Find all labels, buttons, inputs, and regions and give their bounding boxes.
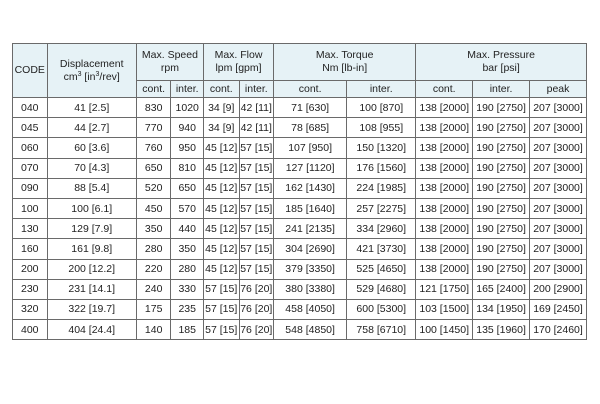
max-flow-header: Max. Flow lpm [gpm] [203, 44, 273, 81]
speed-cont-cell: 350 [136, 219, 171, 239]
speed-cont-cell: 140 [136, 320, 171, 340]
pressure-cont-cell: 138 [2000] [416, 259, 473, 279]
speed-inter-cell: 650 [171, 178, 204, 198]
flow-inter-cell: 42 [11] [239, 98, 274, 118]
table-row [13, 279, 587, 299]
speed-cont-cell: 830 [136, 98, 171, 118]
flow-cont-cell: 45 [12] [203, 259, 239, 279]
pressure-peak-cell: 207 [3000] [530, 219, 587, 239]
displacement-cell: 100 [6.1] [47, 198, 136, 218]
displacement-cell: 129 [7.9] [47, 219, 136, 239]
pressure-cont-cell: 121 [1750] [416, 279, 473, 299]
flow-inter-cell: 76 [20] [239, 279, 274, 299]
torque-inter-cell: 334 [2960] [347, 219, 416, 239]
speed-cont-cell: 280 [136, 239, 171, 259]
speed-inter-cell: 280 [171, 259, 204, 279]
displacement-cell: 44 [2.7] [47, 118, 136, 138]
pressure-cont-cell: 103 [1500] [416, 299, 473, 319]
speed-cont-cell: 760 [136, 138, 171, 158]
flow-cont-cell: 57 [15] [203, 320, 239, 340]
flow-cont-cell: 45 [12] [203, 198, 239, 218]
pressure-peak-cell: 169 [2450] [530, 299, 587, 319]
code-cell: 100 [13, 198, 48, 218]
displacement-cell: 200 [12.2] [47, 259, 136, 279]
pressure-cont-cell: 138 [2000] [416, 239, 473, 259]
flow-inter-cell: 57 [15] [239, 259, 274, 279]
speed-inter-subheader: inter. [171, 81, 204, 98]
code-cell: 160 [13, 239, 48, 259]
flow-cont-cell: 45 [12] [203, 239, 239, 259]
table-row [13, 259, 587, 279]
code-cell: 045 [13, 118, 48, 138]
flow-inter-cell: 57 [15] [239, 239, 274, 259]
torque-inter-cell: 421 [3730] [347, 239, 416, 259]
displacement-cell: 231 [14.1] [47, 279, 136, 299]
max-speed-header: Max. Speed rpm [136, 44, 203, 81]
torque-inter-cell: 529 [4680] [347, 279, 416, 299]
pressure-peak-cell: 207 [3000] [530, 98, 587, 118]
torque-cont-cell: 107 [950] [274, 138, 347, 158]
pressure-inter-cell: 165 [2400] [473, 279, 530, 299]
torque-inter-cell: 150 [1320] [347, 138, 416, 158]
torque-inter-cell: 100 [870] [347, 98, 416, 118]
header-row [13, 44, 587, 81]
flow-inter-cell: 42 [11] [239, 118, 274, 138]
displacement-cell: 70 [4.3] [47, 158, 136, 178]
displacement-cell: 404 [24.4] [47, 320, 136, 340]
code-cell: 130 [13, 219, 48, 239]
table-row [13, 118, 587, 138]
table-row [13, 138, 587, 158]
pressure-inter-cell: 190 [2750] [473, 198, 530, 218]
pressure-inter-cell: 190 [2750] [473, 98, 530, 118]
displacement-cell: 322 [19.7] [47, 299, 136, 319]
speed-cont-subheader: cont. [136, 81, 171, 98]
table-row [13, 219, 587, 239]
torque-cont-cell: 162 [1430] [274, 178, 347, 198]
code-header: CODE [13, 44, 48, 98]
pressure-peak-cell: 200 [2900] [530, 279, 587, 299]
code-cell: 090 [13, 178, 48, 198]
torque-cont-cell: 127 [1120] [274, 158, 347, 178]
pressure-peak-cell: 207 [3000] [530, 118, 587, 138]
flow-cont-cell: 57 [15] [203, 279, 239, 299]
speed-inter-cell: 940 [171, 118, 204, 138]
torque-cont-cell: 379 [3350] [274, 259, 347, 279]
displacement-header [47, 44, 136, 98]
pressure-inter-cell: 135 [1960] [473, 320, 530, 340]
pressure-peak-cell: 170 [2460] [530, 320, 587, 340]
speed-inter-cell: 330 [171, 279, 204, 299]
pressure-peak-cell: 207 [3000] [530, 158, 587, 178]
speed-cont-cell: 770 [136, 118, 171, 138]
flow-cont-cell: 45 [12] [203, 158, 239, 178]
table-row [13, 98, 587, 118]
speed-inter-cell: 350 [171, 239, 204, 259]
motor-specifications-table [12, 43, 587, 340]
displacement-cell: 161 [9.8] [47, 239, 136, 259]
flow-cont-cell: 45 [12] [203, 219, 239, 239]
pressure-cont-cell: 138 [2000] [416, 219, 473, 239]
speed-cont-cell: 220 [136, 259, 171, 279]
max-pressure-header: Max. Pressure bar [psi] [416, 44, 587, 81]
code-cell: 060 [13, 138, 48, 158]
flow-inter-cell: 76 [20] [239, 299, 274, 319]
code-cell: 320 [13, 299, 48, 319]
flow-inter-cell: 57 [15] [239, 158, 274, 178]
table-row [13, 320, 587, 340]
pressure-cont-cell: 138 [2000] [416, 118, 473, 138]
pressure-inter-cell: 134 [1950] [473, 299, 530, 319]
torque-cont-subheader: cont. [274, 81, 347, 98]
displacement-cell: 60 [3.6] [47, 138, 136, 158]
torque-cont-cell: 548 [4850] [274, 320, 347, 340]
torque-inter-cell: 758 [6710] [347, 320, 416, 340]
flow-inter-cell: 57 [15] [239, 219, 274, 239]
torque-inter-cell: 224 [1985] [347, 178, 416, 198]
pressure-cont-cell: 138 [2000] [416, 98, 473, 118]
torque-cont-cell: 380 [3380] [274, 279, 347, 299]
table-row [13, 178, 587, 198]
code-cell: 070 [13, 158, 48, 178]
pressure-peak-cell: 207 [3000] [530, 198, 587, 218]
torque-cont-cell: 185 [1640] [274, 198, 347, 218]
speed-inter-cell: 570 [171, 198, 204, 218]
flow-inter-cell: 57 [15] [239, 138, 274, 158]
displacement-header-line1: Displacement [59, 57, 124, 70]
displacement-header-line2: $cm^3$ $[in^3/rev]$ [63, 70, 120, 83]
pressure-cont-cell: 138 [2000] [416, 198, 473, 218]
table-row [13, 198, 587, 218]
flow-cont-cell: 34 [9] [203, 118, 239, 138]
pressure-peak-cell: 207 [3000] [530, 259, 587, 279]
pressure-cont-cell: 138 [2000] [416, 158, 473, 178]
speed-cont-cell: 520 [136, 178, 171, 198]
torque-inter-cell: 600 [5300] [347, 299, 416, 319]
flow-cont-cell: 57 [15] [203, 299, 239, 319]
torque-cont-cell: 304 [2690] [274, 239, 347, 259]
code-cell: 200 [13, 259, 48, 279]
flow-cont-cell: 34 [9] [203, 98, 239, 118]
torque-cont-cell: 71 [630] [274, 98, 347, 118]
specifications-table-container [12, 43, 587, 340]
flow-cont-cell: 45 [12] [203, 138, 239, 158]
table-row [13, 158, 587, 178]
code-cell: 400 [13, 320, 48, 340]
code-cell: 230 [13, 279, 48, 299]
speed-inter-cell: 1020 [171, 98, 204, 118]
speed-inter-cell: 440 [171, 219, 204, 239]
speed-cont-cell: 450 [136, 198, 171, 218]
speed-inter-cell: 810 [171, 158, 204, 178]
table-body [13, 98, 587, 340]
pressure-cont-cell: 138 [2000] [416, 178, 473, 198]
flow-cont-subheader: cont. [203, 81, 239, 98]
torque-inter-cell: 108 [955] [347, 118, 416, 138]
torque-cont-cell: 458 [4050] [274, 299, 347, 319]
displacement-cell: 41 [2.5] [47, 98, 136, 118]
pressure-cont-subheader: cont. [416, 81, 473, 98]
flow-inter-cell: 76 [20] [239, 320, 274, 340]
pressure-inter-cell: 190 [2750] [473, 259, 530, 279]
table-row [13, 299, 587, 319]
torque-inter-cell: 257 [2275] [347, 198, 416, 218]
pressure-cont-cell: 138 [2000] [416, 138, 473, 158]
flow-inter-cell: 57 [15] [239, 198, 274, 218]
max-torque-header: Max. Torque Nm [lb-in] [274, 44, 416, 81]
pressure-inter-cell: 190 [2750] [473, 219, 530, 239]
speed-inter-cell: 950 [171, 138, 204, 158]
pressure-inter-cell: 190 [2750] [473, 158, 530, 178]
pressure-peak-cell: 207 [3000] [530, 138, 587, 158]
torque-cont-cell: 241 [2135] [274, 219, 347, 239]
pressure-inter-subheader: inter. [473, 81, 530, 98]
speed-inter-cell: 185 [171, 320, 204, 340]
torque-inter-cell: 176 [1560] [347, 158, 416, 178]
torque-inter-cell: 525 [4650] [347, 259, 416, 279]
pressure-peak-cell: 207 [3000] [530, 239, 587, 259]
speed-inter-cell: 235 [171, 299, 204, 319]
torque-inter-subheader: inter. [347, 81, 416, 98]
speed-cont-cell: 240 [136, 279, 171, 299]
torque-cont-cell: 78 [685] [274, 118, 347, 138]
pressure-peak-cell: 207 [3000] [530, 178, 587, 198]
flow-inter-subheader: inter. [239, 81, 274, 98]
flow-inter-cell: 57 [15] [239, 178, 274, 198]
pressure-inter-cell: 190 [2750] [473, 138, 530, 158]
pressure-inter-cell: 190 [2750] [473, 118, 530, 138]
speed-cont-cell: 650 [136, 158, 171, 178]
table-row [13, 239, 587, 259]
pressure-inter-cell: 190 [2750] [473, 178, 530, 198]
pressure-inter-cell: 190 [2750] [473, 239, 530, 259]
speed-cont-cell: 175 [136, 299, 171, 319]
flow-cont-cell: 45 [12] [203, 178, 239, 198]
displacement-cell: 88 [5.4] [47, 178, 136, 198]
code-cell: 040 [13, 98, 48, 118]
pressure-peak-subheader: peak [530, 81, 587, 98]
pressure-cont-cell: 100 [1450] [416, 320, 473, 340]
